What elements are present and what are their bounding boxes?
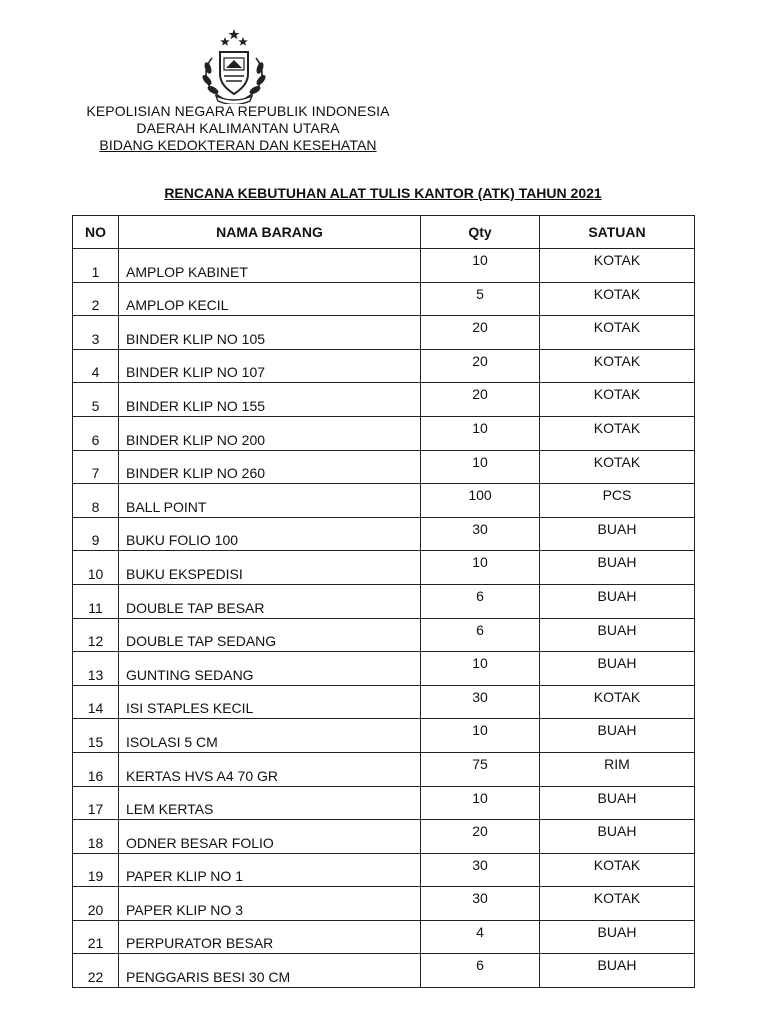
table-row bbox=[73, 719, 695, 753]
table-row bbox=[73, 920, 695, 954]
item-qty: 10 bbox=[421, 719, 540, 753]
item-qty: 20 bbox=[421, 383, 540, 417]
item-qty: 20 bbox=[421, 820, 540, 854]
item-unit: KOTAK bbox=[540, 383, 695, 417]
item-name: LEM KERTAS bbox=[119, 786, 421, 820]
item-qty: 20 bbox=[421, 316, 540, 350]
column-header-nama-barang: NAMA BARANG bbox=[119, 216, 421, 249]
table-row bbox=[73, 820, 695, 854]
atk-table bbox=[72, 215, 695, 988]
item-qty: 20 bbox=[421, 349, 540, 383]
letterhead-line1: KEPOLISIAN NEGARA REPUBLIK INDONESIA bbox=[86, 103, 390, 119]
table-row bbox=[73, 887, 695, 921]
table-row bbox=[73, 584, 695, 618]
table-row bbox=[73, 517, 695, 551]
item-name: DOUBLE TAP BESAR bbox=[119, 584, 421, 618]
item-qty: 10 bbox=[421, 786, 540, 820]
item-name: PERPURATOR BESAR bbox=[119, 920, 421, 954]
row-number: 8 bbox=[73, 484, 119, 518]
row-number: 1 bbox=[73, 249, 119, 283]
table-row bbox=[73, 383, 695, 417]
row-number: 14 bbox=[73, 685, 119, 719]
item-name: PAPER KLIP NO 3 bbox=[119, 887, 421, 921]
letterhead-line2: DAERAH KALIMANTAN UTARA bbox=[136, 120, 340, 136]
item-unit: PCS bbox=[540, 484, 695, 518]
item-unit: BUAH bbox=[540, 719, 695, 753]
column-header-satuan: SATUAN bbox=[540, 216, 695, 249]
item-unit: KOTAK bbox=[540, 316, 695, 350]
item-unit: KOTAK bbox=[540, 249, 695, 283]
item-name: BINDER KLIP NO 105 bbox=[119, 316, 421, 350]
item-unit: BUAH bbox=[540, 551, 695, 585]
row-number: 18 bbox=[73, 820, 119, 854]
item-unit: KOTAK bbox=[540, 887, 695, 921]
item-name: AMPLOP KECIL bbox=[119, 282, 421, 316]
item-unit: KOTAK bbox=[540, 416, 695, 450]
item-qty: 10 bbox=[421, 551, 540, 585]
row-number: 13 bbox=[73, 652, 119, 686]
letterhead-line3: BIDANG KEDOKTERAN DAN KESEHATAN bbox=[99, 137, 377, 153]
item-unit: RIM bbox=[540, 752, 695, 786]
table-row bbox=[73, 316, 695, 350]
item-unit: KOTAK bbox=[540, 349, 695, 383]
item-qty: 6 bbox=[421, 954, 540, 988]
item-name: KERTAS HVS A4 70 GR bbox=[119, 752, 421, 786]
item-unit: KOTAK bbox=[540, 685, 695, 719]
item-unit: BUAH bbox=[540, 652, 695, 686]
item-qty: 10 bbox=[421, 416, 540, 450]
item-unit: BUAH bbox=[540, 954, 695, 988]
item-qty: 6 bbox=[421, 584, 540, 618]
row-number: 15 bbox=[73, 719, 119, 753]
item-name: BINDER KLIP NO 155 bbox=[119, 383, 421, 417]
table-row bbox=[73, 954, 695, 988]
item-name: GUNTING SEDANG bbox=[119, 652, 421, 686]
item-name: BALL POINT bbox=[119, 484, 421, 518]
row-number: 5 bbox=[73, 383, 119, 417]
item-name: ISI STAPLES KECIL bbox=[119, 685, 421, 719]
item-name: BINDER KLIP NO 260 bbox=[119, 450, 421, 484]
table-row bbox=[73, 752, 695, 786]
row-number: 17 bbox=[73, 786, 119, 820]
item-name: ISOLASI 5 CM bbox=[119, 719, 421, 753]
police-emblem-icon bbox=[196, 28, 272, 104]
table-row bbox=[73, 249, 695, 283]
item-unit: BUAH bbox=[540, 618, 695, 652]
item-unit: BUAH bbox=[540, 920, 695, 954]
table-row bbox=[73, 416, 695, 450]
letterhead bbox=[72, 103, 404, 154]
item-unit: BUAH bbox=[540, 584, 695, 618]
table-row bbox=[73, 652, 695, 686]
table-row bbox=[73, 450, 695, 484]
item-unit: KOTAK bbox=[540, 282, 695, 316]
item-name: PAPER KLIP NO 1 bbox=[119, 853, 421, 887]
item-unit: BUAH bbox=[540, 820, 695, 854]
table-body bbox=[73, 249, 695, 988]
table-row bbox=[73, 786, 695, 820]
item-unit: KOTAK bbox=[540, 450, 695, 484]
item-qty: 30 bbox=[421, 887, 540, 921]
item-qty: 100 bbox=[421, 484, 540, 518]
item-qty: 10 bbox=[421, 652, 540, 686]
column-header-no: NO bbox=[73, 216, 119, 249]
row-number: 21 bbox=[73, 920, 119, 954]
row-number: 7 bbox=[73, 450, 119, 484]
item-qty: 10 bbox=[421, 249, 540, 283]
item-unit: KOTAK bbox=[540, 853, 695, 887]
item-name: BINDER KLIP NO 107 bbox=[119, 349, 421, 383]
item-qty: 30 bbox=[421, 517, 540, 551]
table-header-row bbox=[73, 216, 695, 249]
item-unit: BUAH bbox=[540, 517, 695, 551]
item-name: AMPLOP KABINET bbox=[119, 249, 421, 283]
row-number: 6 bbox=[73, 416, 119, 450]
item-qty: 4 bbox=[421, 920, 540, 954]
row-number: 22 bbox=[73, 954, 119, 988]
row-number: 3 bbox=[73, 316, 119, 350]
row-number: 19 bbox=[73, 853, 119, 887]
table-row bbox=[73, 685, 695, 719]
row-number: 20 bbox=[73, 887, 119, 921]
row-number: 10 bbox=[73, 551, 119, 585]
item-name: BINDER KLIP NO 200 bbox=[119, 416, 421, 450]
item-qty: 10 bbox=[421, 450, 540, 484]
item-name: BUKU EKSPEDISI bbox=[119, 551, 421, 585]
item-name: PENGGARIS BESI 30 CM bbox=[119, 954, 421, 988]
row-number: 2 bbox=[73, 282, 119, 316]
table-row bbox=[73, 853, 695, 887]
row-number: 9 bbox=[73, 517, 119, 551]
item-name: BUKU FOLIO 100 bbox=[119, 517, 421, 551]
item-qty: 75 bbox=[421, 752, 540, 786]
item-name: ODNER BESAR FOLIO bbox=[119, 820, 421, 854]
item-unit: BUAH bbox=[540, 786, 695, 820]
row-number: 11 bbox=[73, 584, 119, 618]
item-qty: 6 bbox=[421, 618, 540, 652]
table-row bbox=[73, 282, 695, 316]
row-number: 12 bbox=[73, 618, 119, 652]
item-qty: 5 bbox=[421, 282, 540, 316]
table-row bbox=[73, 349, 695, 383]
row-number: 4 bbox=[73, 349, 119, 383]
row-number: 16 bbox=[73, 752, 119, 786]
table-row bbox=[73, 551, 695, 585]
document-title: RENCANA KEBUTUHAN ALAT TULIS KANTOR (ATK) TAHUN 2021 bbox=[164, 185, 602, 201]
item-qty: 30 bbox=[421, 685, 540, 719]
item-qty: 30 bbox=[421, 853, 540, 887]
column-header-qty: Qty bbox=[421, 216, 540, 249]
item-name: DOUBLE TAP SEDANG bbox=[119, 618, 421, 652]
table-row bbox=[73, 484, 695, 518]
table-row bbox=[73, 618, 695, 652]
